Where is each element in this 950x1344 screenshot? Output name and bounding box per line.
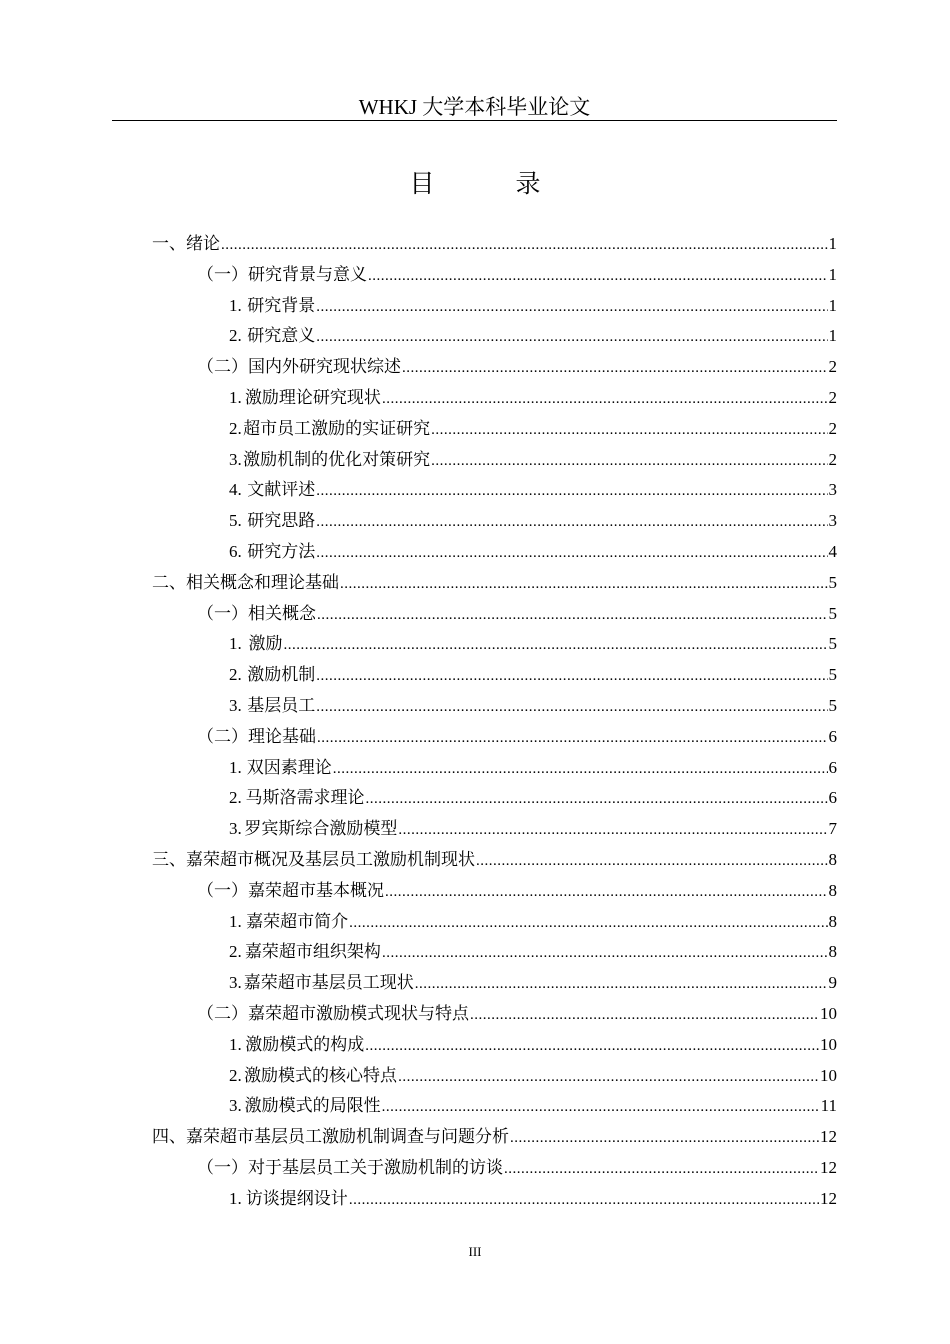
- toc-entry[interactable]: [229, 445, 837, 475]
- toc-dot-leader: [382, 1092, 820, 1122]
- toc-dot-leader: [385, 877, 828, 907]
- toc-entry-label: 激励: [248, 634, 283, 655]
- toc-dot-leader: [349, 1185, 819, 1215]
- toc-entry[interactable]: [229, 968, 837, 998]
- toc-dot-leader: [365, 1031, 819, 1061]
- toc-dot-leader: [476, 846, 828, 876]
- toc-entry-number: （二）: [197, 1004, 248, 1024]
- toc-entry[interactable]: [152, 1122, 837, 1152]
- toc-entry-number: 4.: [229, 480, 242, 500]
- toc-entry[interactable]: [229, 937, 837, 967]
- toc-entry[interactable]: [229, 1184, 837, 1214]
- toc-entry[interactable]: [197, 999, 837, 1029]
- toc-entry-number: 1.: [229, 1034, 242, 1054]
- toc-entry-page: 8: [828, 911, 837, 931]
- toc-entry-number: 2.: [229, 788, 242, 808]
- toc-entry-label: 绪论: [186, 234, 220, 254]
- toc-entry-number: 3.: [229, 449, 242, 469]
- toc-entry[interactable]: [229, 321, 837, 351]
- toc-entry-page: 8: [828, 880, 837, 900]
- toc-entry-number: 一、: [152, 234, 186, 254]
- toc-entry-number: 1.: [229, 757, 242, 777]
- toc-entry[interactable]: [229, 814, 837, 844]
- toc-entry-page: 3: [828, 480, 837, 500]
- toc-entry[interactable]: [197, 1153, 837, 1183]
- toc-entry-number: 1.: [229, 388, 242, 407]
- toc-entry-label: 嘉荣超市基层员工激励机制调查与问题分析: [186, 1127, 509, 1148]
- toc-dot-leader: [504, 1154, 819, 1184]
- toc-entry-label: 激励模式的核心特点: [244, 1065, 398, 1086]
- toc-entry[interactable]: [197, 876, 837, 906]
- toc-entry-label: 研究意义: [247, 326, 316, 347]
- toc-entry-number: 三、: [152, 850, 186, 870]
- toc-entry-label: 超市员工激励的实证研究: [243, 418, 431, 439]
- toc-entry-number: 2.: [229, 326, 242, 346]
- toc-entry-number: 3.: [229, 1096, 242, 1116]
- toc-entry-label: 基层员工: [247, 696, 316, 716]
- toc-entry[interactable]: [152, 845, 837, 875]
- toc-entry-page: 5: [828, 634, 837, 654]
- toc-title: 目 录: [409, 169, 569, 198]
- toc-entry-label: 研究思路: [247, 511, 316, 532]
- toc-entry[interactable]: [229, 383, 837, 413]
- toc-entry-label: 激励机制的优化对策研究: [243, 449, 431, 470]
- toc-dot-leader: [398, 1062, 819, 1092]
- toc-entry[interactable]: [229, 691, 837, 721]
- toc-entry[interactable]: [197, 599, 837, 629]
- toc-dot-leader: [382, 938, 828, 968]
- toc-entry-page: 6: [828, 788, 837, 808]
- toc-entry[interactable]: [229, 475, 837, 505]
- toc-entry[interactable]: [229, 783, 837, 813]
- toc-entry-label: 激励模式的局限性: [244, 1096, 381, 1117]
- toc-entry-label: 访谈提纲设计: [245, 1188, 348, 1209]
- toc-entry-page: 8: [828, 942, 837, 962]
- toc-entry-label: 研究背景与意义: [248, 264, 367, 285]
- toc-entry-number: 3.: [229, 973, 242, 993]
- toc-dot-leader: [382, 384, 828, 414]
- toc-entry-page: 11: [820, 1096, 837, 1116]
- toc-entry-page: 5: [828, 572, 837, 592]
- toc-entry-page: 10: [820, 1034, 837, 1054]
- toc-entry[interactable]: [197, 352, 837, 382]
- toc-entry-number: （一）: [197, 603, 248, 624]
- toc-entry-label: 双因素理论: [246, 757, 332, 778]
- toc-entry-page: 12: [820, 1127, 837, 1147]
- toc-entry[interactable]: [229, 537, 837, 567]
- toc-entry-page: 2: [828, 388, 837, 407]
- toc-entry-page: 7: [828, 819, 837, 839]
- toc-entry-page: 1: [828, 295, 837, 315]
- toc-dot-leader: [316, 538, 827, 568]
- toc-entry-number: 6.: [229, 542, 242, 561]
- toc-entry[interactable]: [229, 414, 837, 444]
- toc-dot-leader: [316, 292, 827, 322]
- toc-entry-page: 12: [820, 1158, 837, 1177]
- toc-entry-number: 1.: [229, 634, 242, 654]
- toc-entry[interactable]: [229, 1030, 837, 1060]
- toc-entry-label: 罗宾斯综合激励模型: [244, 819, 398, 840]
- toc-entry-page: 3: [828, 511, 837, 531]
- toc-dot-leader: [415, 969, 828, 999]
- toc-entry[interactable]: [229, 660, 837, 690]
- toc-dot-leader: [317, 600, 828, 630]
- toc-entry-label: 激励理论研究现状: [244, 388, 381, 408]
- toc-entry-number: 2.: [229, 942, 242, 962]
- toc-entry[interactable]: [152, 568, 837, 598]
- toc-entry-number: 2.: [229, 1065, 242, 1085]
- toc-entry-label: 研究方法: [247, 542, 316, 562]
- toc-dot-leader: [431, 446, 827, 476]
- toc-entry-number: 5.: [229, 511, 242, 531]
- toc-dot-leader: [349, 908, 827, 938]
- toc-dot-leader: [510, 1123, 819, 1153]
- toc-dot-leader: [283, 630, 827, 660]
- toc-dot-leader: [316, 661, 827, 691]
- toc-entry-number: （一）: [197, 264, 248, 285]
- page-number: III: [468, 1244, 482, 1259]
- toc-entry-page: 5: [828, 696, 837, 715]
- toc-dot-leader: [333, 754, 828, 784]
- toc-dot-leader: [316, 507, 827, 537]
- toc-entry-page: 6: [828, 757, 837, 777]
- toc-dot-leader: [316, 476, 827, 506]
- toc-entry-label: 嘉荣超市基本概况: [248, 880, 384, 901]
- toc-entry-number: 二、: [152, 572, 186, 593]
- toc-dot-leader: [431, 415, 827, 445]
- toc-entry-page: 5: [828, 603, 837, 623]
- toc-entry-label: 马斯洛需求理论: [245, 788, 365, 809]
- toc-dot-leader: [316, 322, 827, 352]
- toc-entry[interactable]: [229, 291, 837, 321]
- toc-entry-number: 1.: [229, 1188, 242, 1208]
- toc-entry[interactable]: [229, 907, 837, 937]
- toc-entry[interactable]: [197, 260, 837, 290]
- toc-dot-leader: [221, 230, 828, 260]
- toc-entry-label: 研究背景: [247, 295, 316, 316]
- toc-entry-label: 嘉荣超市组织架构: [244, 942, 381, 963]
- toc-entry-label: 嘉荣超市激励模式现状与特点: [248, 1004, 469, 1024]
- toc-dot-leader: [398, 815, 827, 845]
- toc-entry[interactable]: [229, 753, 837, 783]
- toc-entry-number: 1.: [229, 911, 242, 931]
- toc-entry[interactable]: [152, 229, 837, 259]
- toc-entry-number: （二）: [197, 357, 248, 378]
- toc-entry-label: 嘉荣超市简介: [246, 911, 349, 932]
- toc-entry-page: 6: [828, 726, 837, 746]
- toc-entry-page: 1: [828, 326, 837, 346]
- toc-entry-number: 3.: [229, 696, 242, 715]
- toc-entry-number: 2.: [229, 665, 242, 685]
- running-header-title: WHKJ 大学本科毕业论文: [358, 95, 591, 119]
- toc-entry-number: （二）: [197, 726, 248, 747]
- toc-entry[interactable]: [229, 1091, 837, 1121]
- toc-entry-number: 3.: [229, 819, 242, 839]
- toc-entry-page: 10: [820, 1004, 837, 1023]
- running-header: [112, 94, 837, 121]
- toc-dot-leader: [368, 261, 828, 291]
- toc-entry-number: （一）: [197, 1158, 248, 1178]
- toc-entry-page: 10: [820, 1065, 837, 1085]
- toc-entry-label: 激励模式的构成: [245, 1034, 365, 1055]
- toc-dot-leader: [317, 723, 828, 753]
- toc-entry-page: 2: [828, 449, 837, 469]
- toc-entry-label: 激励机制: [247, 665, 316, 686]
- toc-dot-leader: [470, 1000, 819, 1030]
- toc-dot-leader: [366, 784, 828, 814]
- toc-entry[interactable]: [229, 629, 837, 659]
- toc-dot-leader: [316, 692, 827, 722]
- toc-entry-label: 嘉荣超市基层员工现状: [243, 973, 414, 994]
- toc-entry-number: 2.: [229, 418, 242, 438]
- toc-entry-page: 1: [828, 234, 837, 253]
- toc-entry-page: 5: [828, 665, 837, 685]
- toc-entry-number: 四、: [152, 1127, 186, 1148]
- toc-dot-leader: [402, 353, 828, 383]
- toc-entry-label: 文献评述: [247, 480, 316, 501]
- toc-entry-page: 8: [828, 850, 837, 869]
- toc-entry-page: 12: [820, 1188, 837, 1208]
- toc-entry-number: （一）: [197, 880, 248, 901]
- toc-entry-label: 理论基础: [248, 726, 316, 747]
- toc-dot-leader: [340, 569, 828, 599]
- toc-entry-page: 4: [828, 542, 837, 561]
- toc-entry-page: 1: [828, 264, 837, 284]
- toc-entry-page: 2: [828, 357, 837, 377]
- toc-entry-page: 9: [828, 973, 837, 993]
- toc-entry[interactable]: [229, 506, 837, 536]
- toc-entry-label: 相关概念: [248, 603, 316, 624]
- toc-entry-number: 1.: [229, 295, 242, 315]
- toc-entry-label: 嘉荣超市概况及基层员工激励机制现状: [186, 850, 475, 870]
- toc-entry-label: 对于基层员工关于激励机制的访谈: [248, 1158, 503, 1178]
- toc-entry[interactable]: [229, 1061, 837, 1091]
- toc-entry-page: 2: [828, 418, 837, 438]
- toc-entry-label: 相关概念和理论基础: [186, 572, 339, 593]
- toc-entry-label: 国内外研究现状综述: [248, 357, 401, 378]
- toc-entry[interactable]: [197, 722, 837, 752]
